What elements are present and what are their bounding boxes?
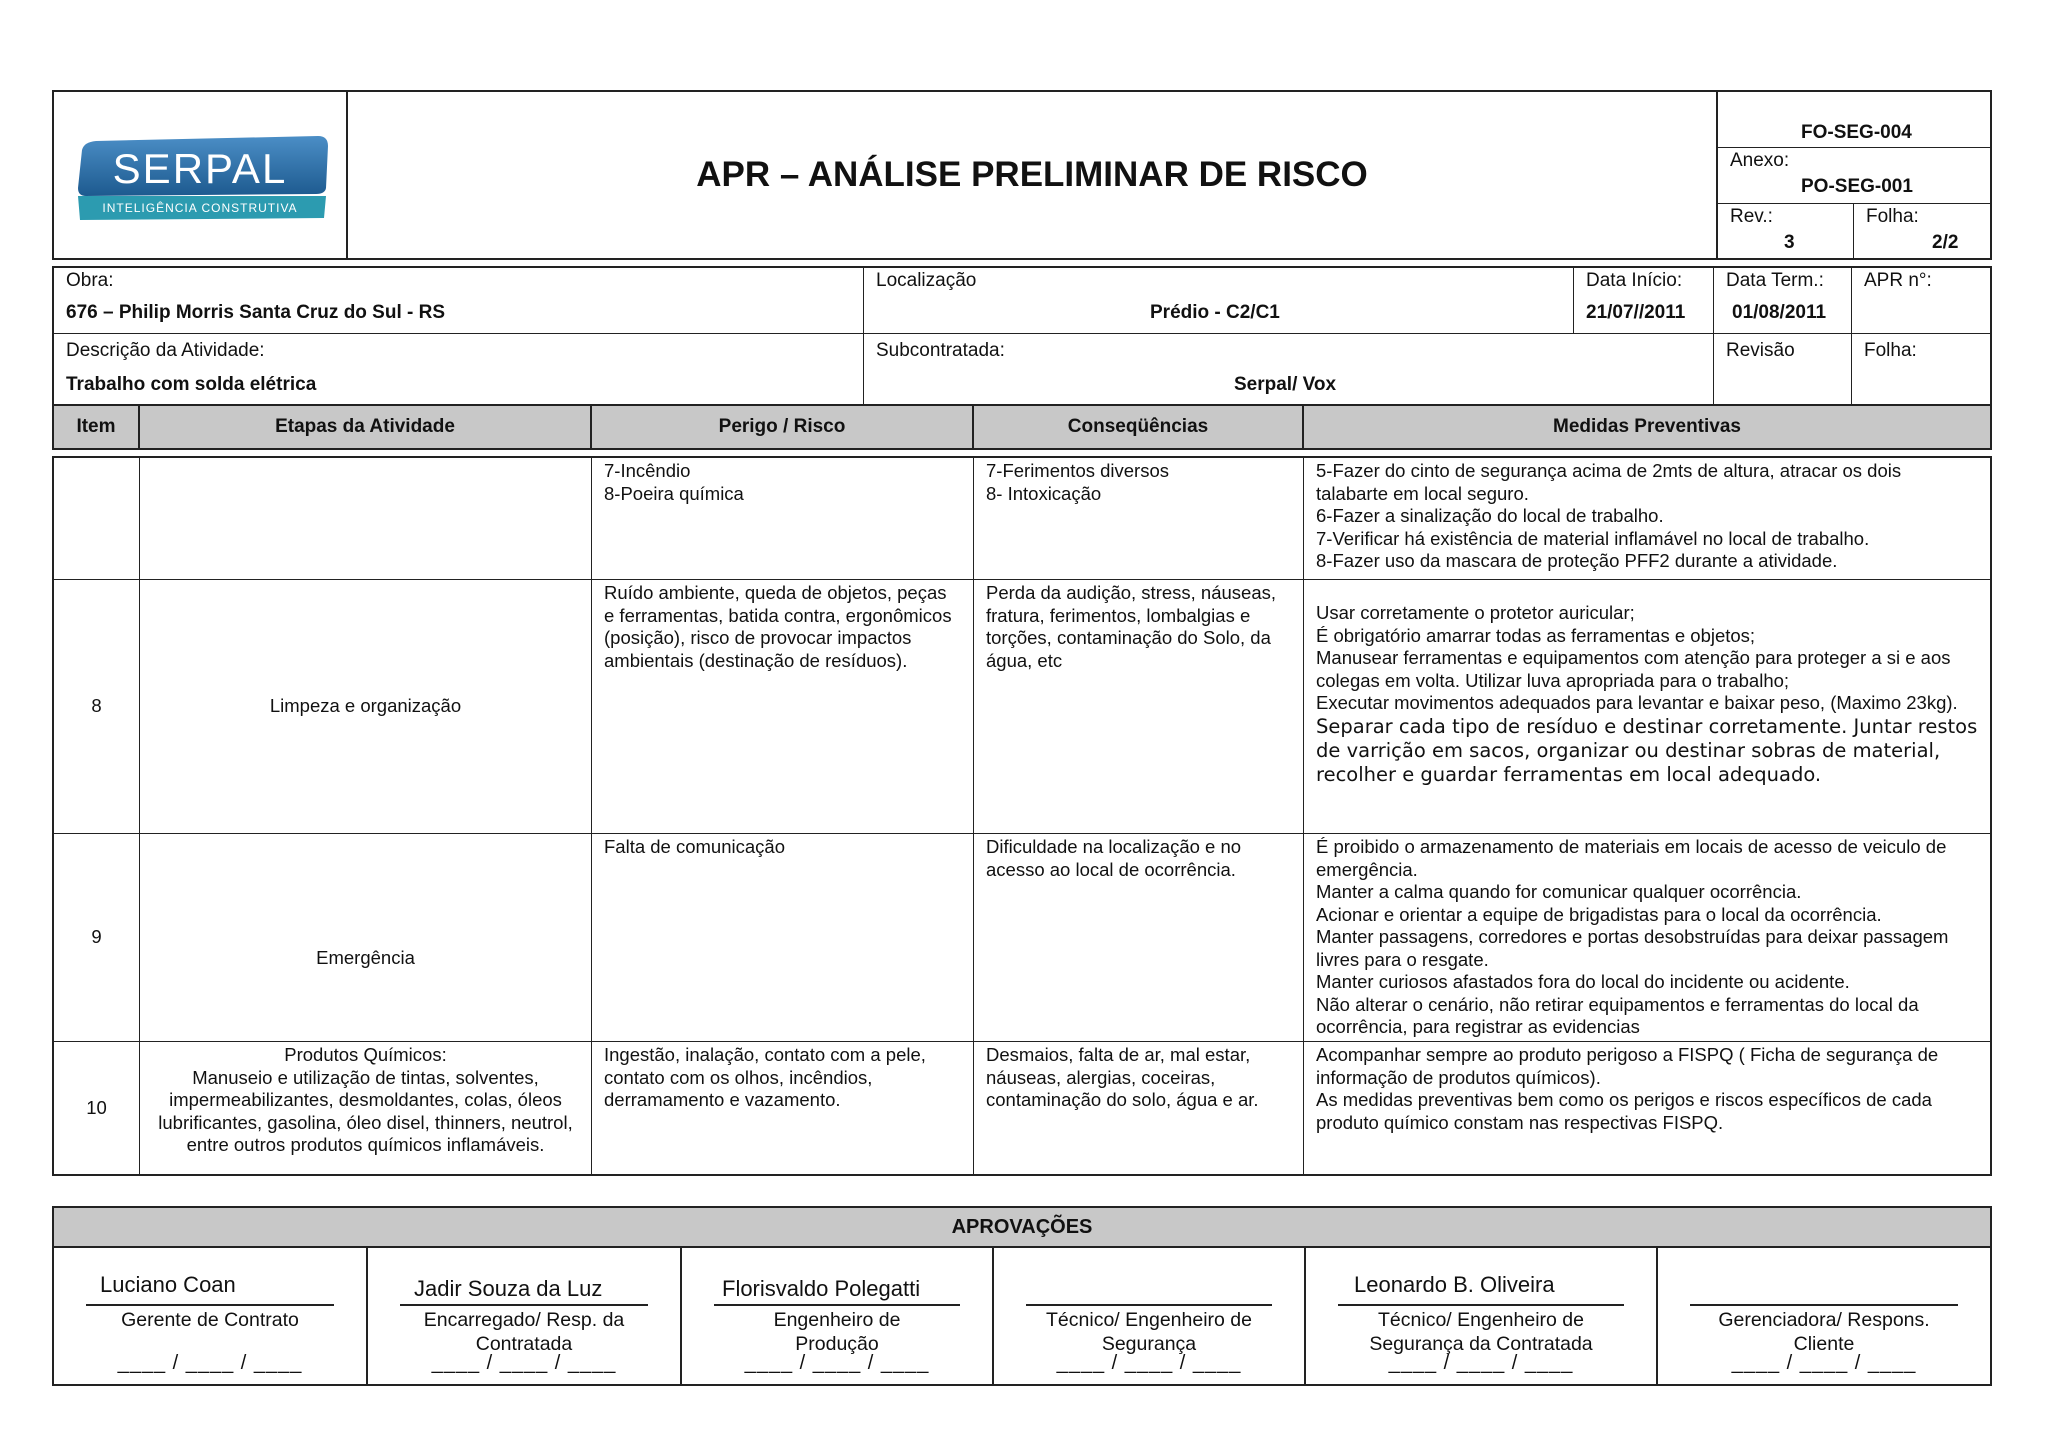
signature-date[interactable]: ____ / ____ / ____ [1056,1352,1242,1374]
col-steps: Etapas da Atividade [140,406,592,448]
signature-date[interactable]: ____ / ____ / ____ [117,1352,303,1374]
measure-line: As medidas preventivas bem como os perigos e riscos específicos de cada produto químico constam nas respectivas FISPQ. [1316,1089,1932,1133]
folha-label: Folha: [1864,340,1917,361]
measure-line: Acompanhar sempre ao produto perigoso a FISPQ ( Ficha de segurança de informação de produtos químicos). [1316,1044,1939,1088]
hazard-line: 8-Poeira química [604,482,744,504]
table-header [52,404,1992,450]
signature-line [714,1304,960,1306]
row-step: Limpeza e organização [140,580,592,833]
row-item: 8 [54,580,140,833]
hazard-line: Falta de comunicação [604,836,785,857]
form-code: FO-SEG-004 [1801,122,1912,143]
signature-line [400,1304,648,1306]
end-date-cell [1714,268,1852,334]
serpal-logo [72,134,334,224]
rev-value: 3 [1784,232,1795,253]
signer-name: Leonardo B. Oliveira [1354,1272,1555,1297]
logo-tagline: INTELIGÊNCIA CONSTRUTIVA [102,201,298,215]
row-consequences [974,580,1304,833]
row-hazard [592,580,974,833]
measure-line: 6-Fazer a sinalização do local de trabalho. [1316,505,1664,526]
form-header [52,90,1992,260]
consequence-line: Dificuldade na localização e no acesso ao local de ocorrência. [986,836,1242,880]
measure-line: Executar movimentos adequados para levantar e baixar peso, (Maximo 23kg). [1316,692,1958,713]
signer-role: Técnico/ Engenheiro de Segurança [1046,1309,1252,1355]
row-step [140,458,592,579]
signer-name: Florisvaldo Polegatti [722,1276,921,1301]
row-consequences [974,834,1304,1041]
location-label: Localização [876,270,977,291]
annex-cell [1718,148,1990,204]
sheet-label: Folha: [1866,206,1919,227]
signature-line [1338,1304,1624,1306]
measure-line: 8-Fazer uso da mascara de proteção PFF2 durante a atividade. [1316,550,1838,571]
activity-cell [54,334,864,404]
measure-line: Manter passagens, corredores e portas desobstruídas para deixar passagem livres para o resgate. [1316,926,1949,970]
project-info [52,266,1992,406]
table-row [54,1042,1990,1174]
col-item: Item [54,406,140,448]
signature-block [1306,1248,1658,1384]
signer-role: Gerente de Contrato [121,1309,299,1331]
annex-value: PO-SEG-001 [1801,176,1913,197]
revision-cell [1714,334,1852,404]
page-title: APR – ANÁLISE PRELIMINAR DE RISCO [696,155,1368,194]
signature-date[interactable]: ____ / ____ / ____ [1731,1352,1917,1374]
measure-line: Não alterar o cenário, não retirar equipamentos e ferramentas do local da ocorrência, para registrar as evidencias [1316,993,1919,1037]
signer-role: Engenheiro de Produção [773,1309,901,1355]
signature-block [1658,1248,1990,1384]
end-date-label: Data Term.: [1726,270,1824,291]
apr-number-label: APR n°: [1864,270,1932,291]
row-measures [1304,834,1990,1041]
row-consequences [974,1042,1304,1174]
row-measures [1304,1042,1990,1174]
measure-line: É obrigatório amarrar todas as ferramentas e objetos; [1316,624,1756,646]
signature-block [54,1248,368,1384]
measure-line: Manter curiosos afastados fora do local do incidente ou acidente. [1316,971,1850,992]
obra-cell [54,268,864,334]
measure-line: 5-Fazer do cinto de segurança acima de 2mts de altura, atracar os dois talabarte em local seguro. [1316,460,1902,504]
hazard-line: 7-Incêndio [604,460,691,481]
signer-name: Luciano Coan [100,1272,236,1297]
revision-label: Revisão [1726,340,1795,361]
approvals-title: APROVAÇÕES [54,1208,1990,1248]
signer-name: Jadir Souza da Luz [414,1276,603,1301]
signer-role: Encarregado/ Resp. da Contratada [423,1309,625,1355]
row-item: 9 [54,834,140,1041]
row-step: Emergência [140,834,592,1041]
subcontractor-value: Serpal/ Vox [1234,374,1337,395]
logo-cell [54,92,348,258]
table-row [54,834,1990,1042]
hazard-line: Ruído ambiente, queda de objetos, peças e ferramentas, batida contra, ergonômicos (posição), risco de provocar impactos ambientais (destinação de resíduos). [604,582,952,671]
consequence-line: Desmaios, falta de ar, mal estar, náuseas, alergias, coceiras, contaminação do solo, água e ar. [986,1044,1259,1110]
row-consequences [974,458,1304,579]
activity-value: Trabalho com solda elétrica [66,374,317,395]
row-hazard [592,458,974,579]
annex-label: Anexo: [1730,150,1790,171]
rev-cell [1718,204,1854,258]
hazard-line: Ingestão, inalação, contato com a pele, contato com os olhos, incêndios, derramamento e vazamento. [604,1044,926,1110]
folha-cell [1852,334,1990,404]
obra-label: Obra: [66,270,114,291]
measure-line: Manusear ferramentas e equipamentos com atenção para proteger a si e aos colegas em volta. Utilizar luva apropriada para o trabalho; [1316,647,1951,691]
row-item: 10 [54,1042,140,1174]
row-measures [1304,458,1990,579]
signer-role: Gerenciadora/ Respons. Cliente [1718,1309,1930,1355]
sheet-value: 2/2 [1932,232,1959,253]
row-hazard [592,1042,974,1174]
row-item [54,458,140,579]
location-value: Prédio - C2/C1 [1150,302,1280,323]
obra-value: 676 – Philip Morris Santa Cruz do Sul - RS [66,302,446,323]
approvals-section [52,1206,1992,1386]
signature-date[interactable]: ____ / ____ / ____ [431,1352,617,1374]
signature-block [994,1248,1306,1384]
measure-line: Acionar e orientar a equipe de brigadistas para o local da ocorrência. [1316,903,1882,925]
start-date-cell [1574,268,1714,334]
end-date-value: 01/08/2011 [1732,302,1827,323]
signature-block [682,1248,994,1384]
measure-line: 7-Verificar há existência de material inflamável no local de trabalho. [1316,527,1870,549]
measure-line: Usar corretamente o protetor auricular; [1316,602,1635,623]
logo-wordmark: SERPAL [112,145,288,192]
signature-line [1690,1304,1958,1306]
sheet-cell [1854,204,1990,258]
row-measures [1304,580,1990,833]
col-consequences: Conseqüências [974,406,1304,448]
col-measures: Medidas Preventivas [1553,416,1741,437]
start-date-label: Data Início: [1586,270,1683,291]
row-step: Produtos Químicos: Manuseio e utilização de tintas, solventes, impermeabilizantes, desmoldantes, colas, óleos lubrificantes, gasolina, óleo disel, thinners, neutrol, entre outros produtos químicos inflamáveis. [140,1042,592,1174]
signature-line [1026,1304,1272,1306]
signature-line [86,1304,334,1306]
signature-date[interactable]: ____ / ____ / ____ [1388,1352,1574,1374]
rev-label: Rev.: [1730,206,1773,227]
form-code-cell [1718,92,1990,148]
subcontractor-label: Subcontratada: [876,340,1005,361]
location-cell [864,268,1574,334]
table-row [54,458,1990,580]
consequence-line: Perda da audição, stress, náuseas, fratura, ferimentos, lombalgias e torções, contaminação do Solo, da água, etc [986,582,1277,671]
consequence-line: 8- Intoxicação [986,482,1102,504]
subcontractor-cell [864,334,1714,404]
table-row [54,580,1990,834]
title-cell [348,92,1718,258]
signer-role: Técnico/ Engenheiro de Segurança da Contratada [1369,1309,1593,1355]
row-hazard [592,834,974,1041]
measure-line: É proibido o armazenamento de materiais em locais de acesso de veiculo de emergência. [1316,836,1947,880]
start-date-value: 21/07//2011 [1586,302,1686,323]
apr-number-cell [1852,268,1990,334]
measure-line: Separar cada tipo de resíduo e destinar corretamente. Juntar restos de varrição em sacos, organizar ou destinar sobras de material, recolher e guardar ferramentas em local adequado. [1316,714,1978,786]
measure-line: Manter a calma quando for comunicar qualquer ocorrência. [1316,881,1802,902]
col-hazard: Perigo / Risco [592,406,974,448]
consequence-line: 7-Ferimentos diversos [986,460,1170,481]
signature-date[interactable]: ____ / ____ / ____ [744,1352,930,1374]
signature-block [368,1248,682,1384]
risk-table [52,456,1992,1176]
activity-label: Descrição da Atividade: [66,340,265,361]
